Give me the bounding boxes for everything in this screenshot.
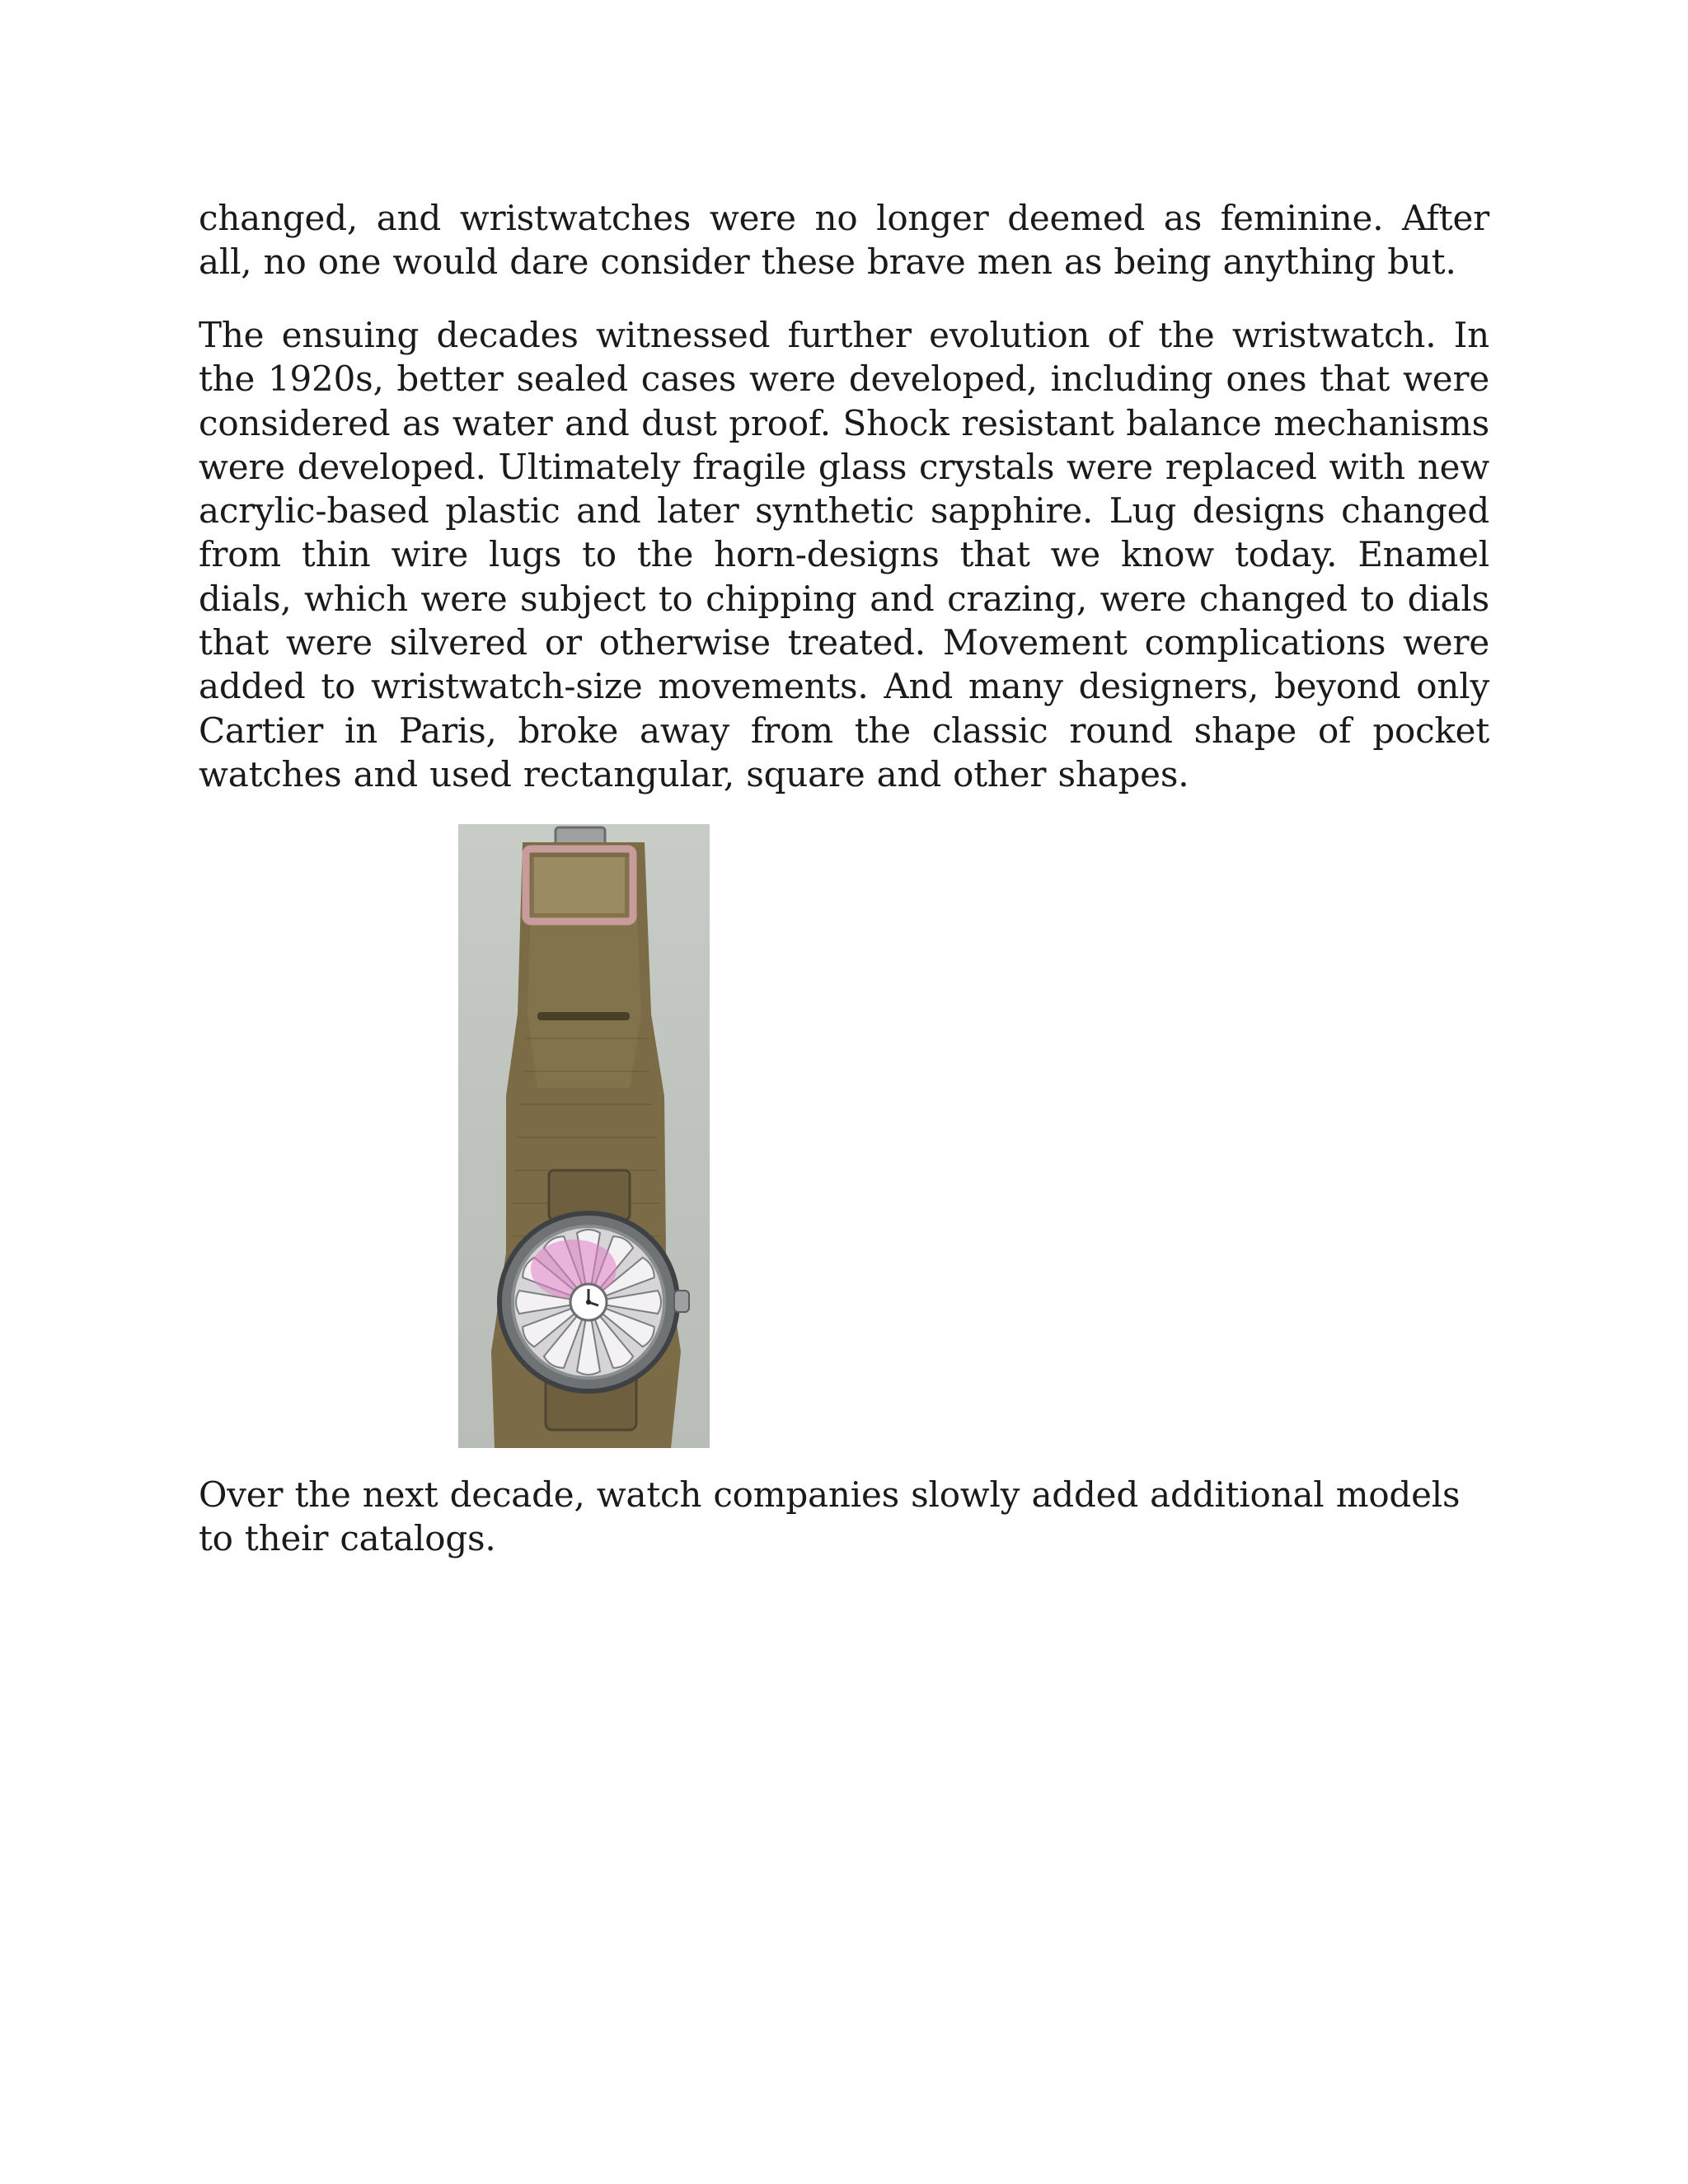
paragraph-1: changed, and wristwatches were no longer deemed as feminine. After all, no one would dare consider these brave men as being anything but. bbox=[199, 198, 1489, 283]
paragraph-2: The ensuing decades witnessed further evolution of the wristwatch. In the 1920s, better sealed cases were developed, including ones that were considered as water and dust proof. Shock resistant balance mechanisms were developed. Ultimately fragile glass crystals were replaced with new acrylic-based plastic and later synthetic sapphire. Lug designs changed from thin wire lugs to the horn-designs that we know today. Enamel dials, which were subject to chipping and crazing, were changed to dials that were silvered or otherwise treated. Movement complications were added to wristwatch-size movements. And many designers, beyond only Cartier in Paris, broke away from the classic round shape of pocket watches and used rectangular, square and other shapes. bbox=[199, 315, 1489, 794]
strap-slot bbox=[537, 1012, 630, 1020]
paragraph-3: Over the next decade, watch companies slowly added additional models to their catalogs. bbox=[199, 1474, 1461, 1559]
watch-crown bbox=[674, 1291, 689, 1312]
wristwatch-photo bbox=[458, 824, 710, 1448]
